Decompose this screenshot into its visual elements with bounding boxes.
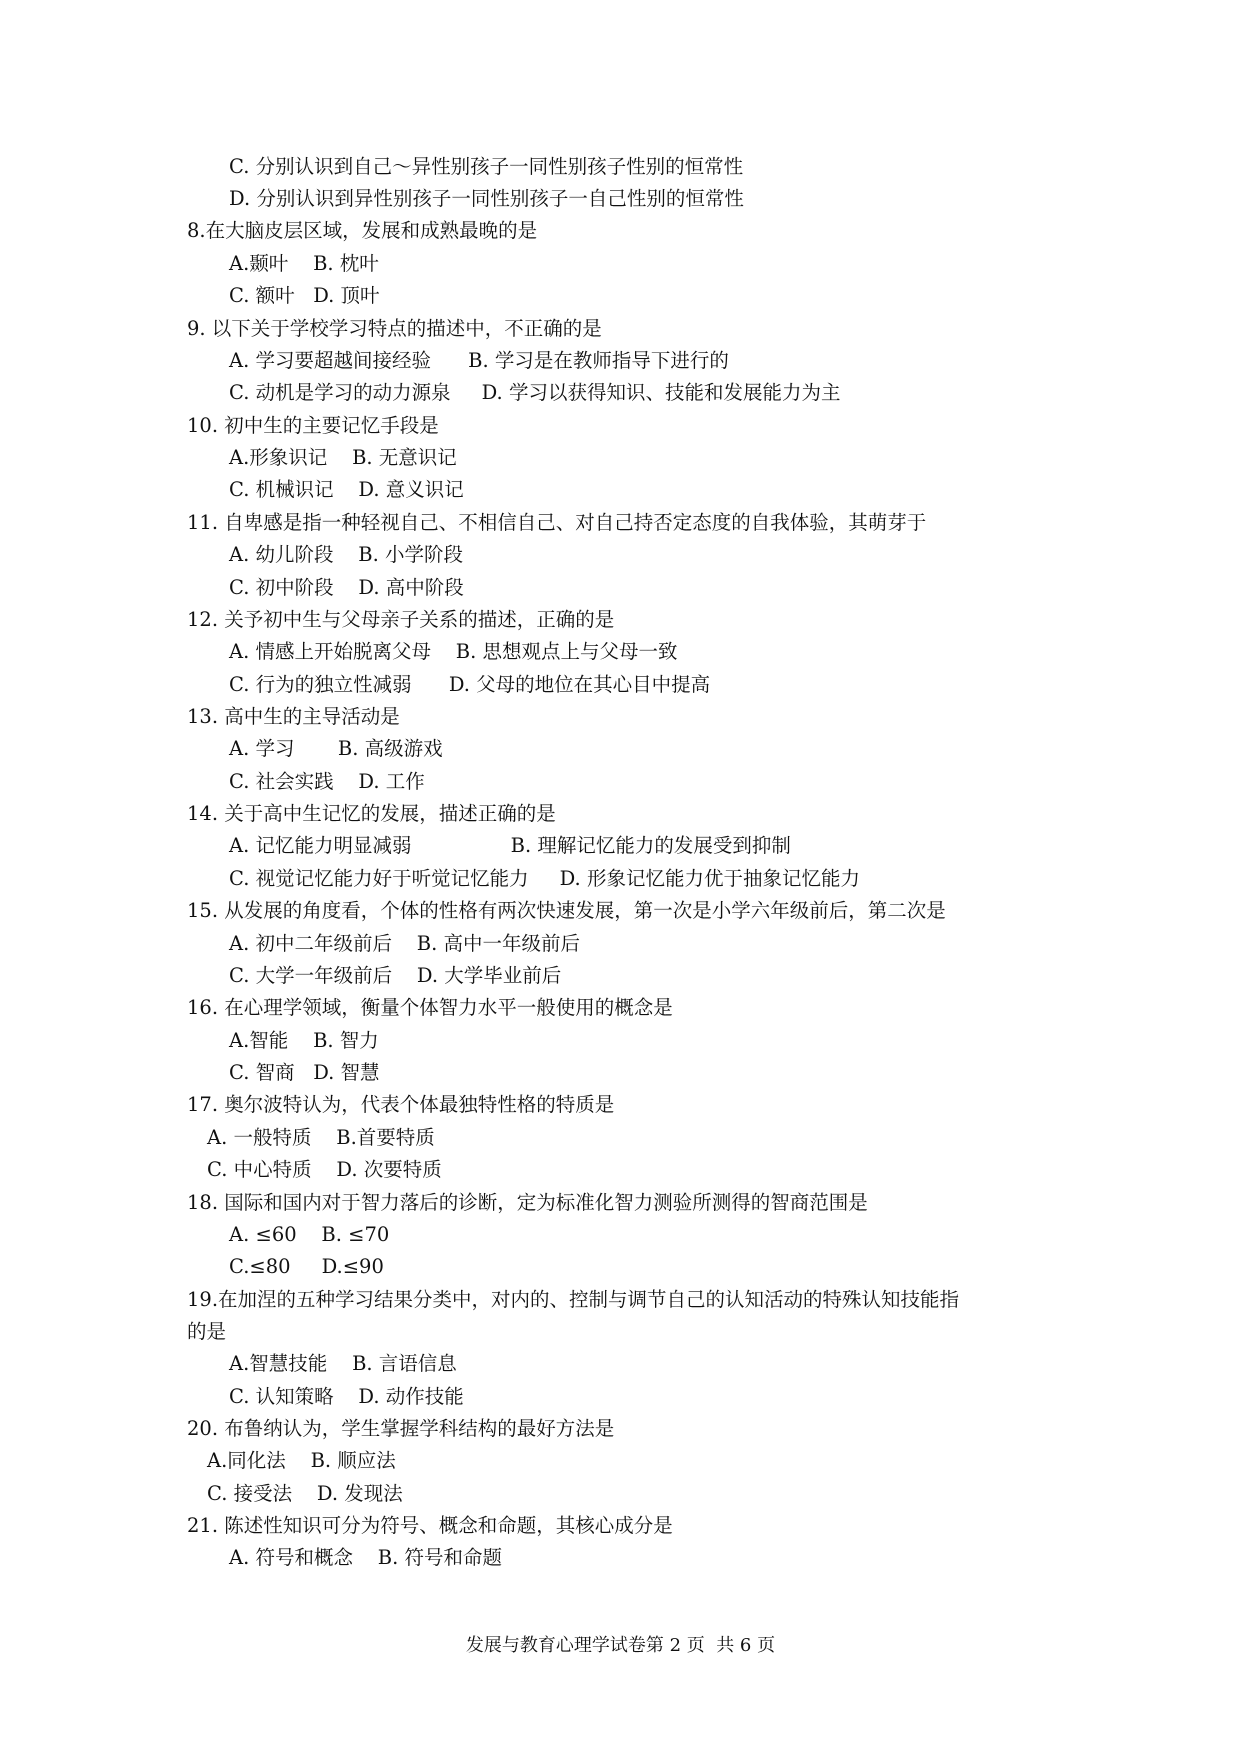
option-line: C. 大学一年级前后 D. 大学毕业前后: [229, 964, 562, 987]
option-line: A.同化法 B. 顺应法: [207, 1449, 396, 1472]
question-line: 20. 布鲁纳认为，学生掌握学科结构的最好方法是: [187, 1417, 615, 1440]
question-line: 10. 初中生的主要记忆手段是: [187, 414, 439, 437]
option-line: A. 情感上开始脱离父母 B. 思想观点上与父母一致: [229, 640, 678, 663]
question-line: 11. 自卑感是指一种轻视自己、不相信自己、对自己持否定态度的自我体验，其萌芽于: [187, 511, 927, 534]
option-line: C. 中心特质 D. 次要特质: [207, 1158, 442, 1181]
option-line: A. 幼儿阶段 B. 小学阶段: [229, 543, 464, 566]
option-line: C. 动机是学习的动力源泉 D. 学习以获得知识、技能和发展能力为主: [229, 381, 841, 404]
question-line: 13. 高中生的主导活动是: [187, 705, 400, 728]
option-line: C. 机械识记 D. 意义识记: [229, 478, 464, 501]
option-line: C. 行为的独立性减弱 D. 父母的地位在其心目中提高: [229, 673, 711, 696]
option-line: A. 符号和概念 B. 符号和命题: [229, 1546, 503, 1569]
option-line: A. ≤60 B. ≤70: [229, 1223, 390, 1246]
option-line: C. 认知策略 D. 动作技能: [229, 1385, 464, 1408]
question-line: 12. 关予初中生与父母亲子关系的描述，正确的是: [187, 608, 615, 631]
page-footer: 发展与教育心理学试卷第 2 页 共 6 页: [465, 1635, 776, 1656]
option-line: A.形象识记 B. 无意识记: [229, 446, 457, 469]
option-line: C. 社会实践 D. 工作: [229, 770, 425, 793]
question-line: 18. 国际和国内对于智力落后的诊断，定为标准化智力测验所测得的智商范围是: [187, 1191, 868, 1214]
option-line: A.智能 B. 智力: [229, 1029, 379, 1052]
option-line: C.≤80 D.≤90: [229, 1255, 384, 1278]
question-line: 16. 在心理学领域，衡量个体智力水平一般使用的概念是: [187, 996, 673, 1019]
option-line: A.颞叶 B. 枕叶: [229, 252, 379, 275]
option-line: A. 学习要超越间接经验 B. 学习是在教师指导下进行的: [229, 349, 729, 372]
option-line: C. 视觉记忆能力好于听觉记忆能力 D. 形象记忆能力优于抽象记忆能力: [229, 867, 860, 890]
question-line: 8.在大脑皮层区域，发展和成熟最晚的是: [187, 219, 538, 242]
option-line: A.智慧技能 B. 言语信息: [229, 1352, 457, 1375]
question-line: 14. 关于高中生记忆的发展，描述正确的是: [187, 802, 556, 825]
option-line: C. 初中阶段 D. 高中阶段: [229, 576, 464, 599]
option-line: A. 学习 B. 高级游戏: [229, 737, 443, 760]
question-line: 17. 奥尔波特认为，代表个体最独特性格的特质是: [187, 1093, 615, 1116]
option-line: C. 接受法 D. 发现法: [207, 1482, 403, 1505]
option-line: C. 智商 D. 智慧: [229, 1061, 380, 1084]
question-line: 的是: [187, 1320, 227, 1343]
question-line: 9. 以下关于学校学习特点的描述中，不正确的是: [187, 317, 602, 340]
option-line: A. 初中二年级前后 B. 高中一年级前后: [229, 932, 581, 955]
question-line: 21. 陈述性知识可分为符号、概念和命题，其核心成分是: [187, 1514, 673, 1537]
option-line: A. 一般特质 B.首要特质: [207, 1126, 435, 1149]
option-line: C. 额叶 D. 顶叶: [229, 284, 380, 307]
option-line: C. 分别认识到自己～异性别孩子一同性别孩子性别的恒常性: [229, 155, 744, 178]
question-line: 19.在加涅的五种学习结果分类中，对内的、控制与调节自己的认知活动的特殊认知技能指: [187, 1288, 960, 1311]
question-line: 15. 从发展的角度看，个体的性格有两次快速发展，第一次是小学六年级前后，第二次是: [187, 899, 946, 922]
option-line: D. 分别认识到异性别孩子一同性别孩子一自己性别的恒常性: [229, 187, 744, 210]
option-line: A. 记忆能力明显减弱 B. 理解记忆能力的发展受到抑制: [229, 834, 791, 857]
